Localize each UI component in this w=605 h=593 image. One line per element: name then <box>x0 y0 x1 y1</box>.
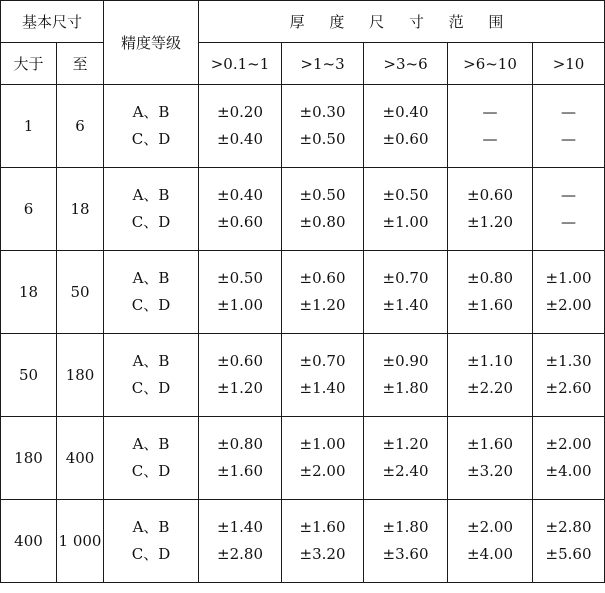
tolerance-value: ±4.00 <box>545 462 592 480</box>
tolerance-value: ±0.50 <box>217 269 263 287</box>
thickness-range-header: 厚 度 尺 寸 范 围 <box>199 1 605 43</box>
tolerance-cell <box>282 334 364 417</box>
tolerance-value: ±1.00 <box>545 269 592 287</box>
tolerance-value: ±1.80 <box>382 518 429 536</box>
tolerance-cell <box>282 168 364 251</box>
size-to-cell: 50 <box>57 251 104 334</box>
tolerance-value: ±5.60 <box>545 545 592 563</box>
tolerance-value: ±0.80 <box>467 269 513 287</box>
grade-label: A、B <box>132 518 170 536</box>
grade-label: A、B <box>132 352 170 370</box>
tolerance-value: ±0.20 <box>217 103 263 121</box>
tolerance-value: ±1.20 <box>299 296 346 314</box>
tolerance-cell <box>364 500 448 583</box>
tolerance-cell <box>282 500 364 583</box>
tolerance-cell <box>199 251 282 334</box>
tolerance-value: ±2.80 <box>545 518 592 536</box>
tolerance-cell <box>364 417 448 500</box>
grade-header: 精度等级 <box>104 1 199 85</box>
tolerance-value: — <box>561 130 577 148</box>
size-from-cell: 400 <box>1 500 57 583</box>
tolerance-cell <box>199 500 282 583</box>
tolerance-cell <box>199 168 282 251</box>
size-to-cell: 400 <box>57 417 104 500</box>
tolerance-cell <box>448 417 533 500</box>
tolerance-value: ±3.60 <box>382 545 429 563</box>
table-row <box>1 251 605 334</box>
to-header: 至 <box>57 43 104 85</box>
table-row <box>1 85 605 168</box>
tolerance-value: ±1.20 <box>217 379 263 397</box>
tolerance-value: ±2.80 <box>217 545 263 563</box>
grade-label: C、D <box>131 545 171 563</box>
tolerance-value: ±2.60 <box>545 379 592 397</box>
tolerance-cell <box>282 251 364 334</box>
tolerance-value: ±1.20 <box>467 213 513 231</box>
tolerance-value: ±2.00 <box>545 296 592 314</box>
size-from-cell: 6 <box>1 168 57 251</box>
tolerance-cell <box>199 85 282 168</box>
tolerance-value: ±1.40 <box>299 379 346 397</box>
tolerance-value: ±0.50 <box>299 130 346 148</box>
grade-label: A、B <box>132 186 170 204</box>
tolerance-cell <box>282 85 364 168</box>
basic-size-header: 基本尺寸 <box>1 1 104 43</box>
grade-cell <box>104 417 199 500</box>
tolerance-value: ±4.00 <box>467 545 513 563</box>
tolerance-cell <box>364 85 448 168</box>
tolerance-value: ±0.60 <box>382 130 429 148</box>
tolerance-value: ±1.60 <box>217 462 263 480</box>
tolerance-value: ±0.70 <box>382 269 429 287</box>
tolerance-value: ±1.60 <box>299 518 346 536</box>
tolerance-value: ±1.40 <box>217 518 263 536</box>
tolerance-value: ±1.00 <box>382 213 429 231</box>
table-row <box>1 500 605 583</box>
size-from-cell: 50 <box>1 334 57 417</box>
grade-cell <box>104 168 199 251</box>
size-to-cell: 180 <box>57 334 104 417</box>
tolerance-value: ±0.60 <box>299 269 346 287</box>
tolerance-value: ±1.30 <box>545 352 592 370</box>
tolerance-value: ±1.20 <box>382 435 429 453</box>
range-header: >3~6 <box>364 43 448 85</box>
grade-cell <box>104 334 199 417</box>
tolerance-value: ±0.50 <box>382 186 429 204</box>
size-from-cell: 180 <box>1 417 57 500</box>
tolerance-cell <box>448 168 533 251</box>
tolerance-value: — <box>561 186 577 204</box>
tolerance-cell <box>199 334 282 417</box>
tolerance-value: ±3.20 <box>299 545 346 563</box>
tolerance-cell <box>199 417 282 500</box>
range-header: >1~3 <box>282 43 364 85</box>
tolerance-value: ±3.20 <box>467 462 513 480</box>
size-to-cell: 18 <box>57 168 104 251</box>
tolerance-cell <box>364 334 448 417</box>
tolerance-cell <box>533 85 605 168</box>
tolerance-value: ±0.60 <box>467 186 513 204</box>
tolerance-value: ±0.80 <box>299 213 346 231</box>
tolerance-value: — <box>561 103 577 121</box>
tolerance-value: ±0.60 <box>217 213 263 231</box>
tolerance-value: ±1.10 <box>467 352 513 370</box>
tolerance-cell <box>448 500 533 583</box>
tolerance-value: ±2.00 <box>545 435 592 453</box>
tolerance-value: ±2.00 <box>467 518 513 536</box>
grade-label: C、D <box>131 462 171 480</box>
grade-label: C、D <box>131 130 171 148</box>
tolerance-cell <box>364 251 448 334</box>
grade-label: A、B <box>132 103 170 121</box>
tolerance-value: ±1.00 <box>217 296 263 314</box>
tolerance-cell <box>448 251 533 334</box>
table-row <box>1 417 605 500</box>
tolerance-value: ±0.90 <box>382 352 429 370</box>
tolerance-cell <box>533 168 605 251</box>
grade-cell <box>104 500 199 583</box>
tolerance-cell <box>448 334 533 417</box>
table-body <box>1 85 605 583</box>
grade-label: C、D <box>131 213 171 231</box>
tolerance-value: ±0.60 <box>217 352 263 370</box>
size-to-cell: 6 <box>57 85 104 168</box>
tolerance-cell <box>533 417 605 500</box>
range-header: >6~10 <box>448 43 533 85</box>
tolerance-value: ±1.00 <box>299 435 346 453</box>
grade-cell <box>104 85 199 168</box>
tolerance-value: — <box>482 103 498 121</box>
size-to-cell: 1 000 <box>57 500 104 583</box>
tolerance-cell <box>533 500 605 583</box>
tolerance-value: ±0.30 <box>299 103 346 121</box>
tolerance-value: ±1.60 <box>467 296 513 314</box>
grade-label: C、D <box>131 379 171 397</box>
table-row <box>1 334 605 417</box>
table-row <box>1 168 605 251</box>
tolerance-value: ±0.70 <box>299 352 346 370</box>
tolerance-cell <box>533 251 605 334</box>
range-header: >0.1~1 <box>199 43 282 85</box>
grade-label: A、B <box>132 435 170 453</box>
size-from-cell: 1 <box>1 85 57 168</box>
tolerance-value: ±2.40 <box>382 462 429 480</box>
grade-label: C、D <box>131 296 171 314</box>
tolerance-value: ±0.40 <box>382 103 429 121</box>
tolerance-cell <box>364 168 448 251</box>
grade-label: A、B <box>132 269 170 287</box>
tolerance-value: ±0.40 <box>217 186 263 204</box>
tolerance-value: — <box>561 213 577 231</box>
tolerance-value: ±1.80 <box>382 379 429 397</box>
tolerance-value: ±0.50 <box>299 186 346 204</box>
tolerance-cell <box>282 417 364 500</box>
tolerance-value: ±0.40 <box>217 130 263 148</box>
tolerance-value: ±0.80 <box>217 435 263 453</box>
tolerance-value: ±2.00 <box>299 462 346 480</box>
range-header: >10 <box>533 43 605 85</box>
tolerance-value: ±1.40 <box>382 296 429 314</box>
tolerance-value: ±2.20 <box>467 379 513 397</box>
grade-cell <box>104 251 199 334</box>
tolerance-cell <box>533 334 605 417</box>
tolerance-cell <box>448 85 533 168</box>
from-header: 大于 <box>1 43 57 85</box>
size-from-cell: 18 <box>1 251 57 334</box>
tolerance-value: ±1.60 <box>467 435 513 453</box>
tolerance-value: — <box>482 130 498 148</box>
